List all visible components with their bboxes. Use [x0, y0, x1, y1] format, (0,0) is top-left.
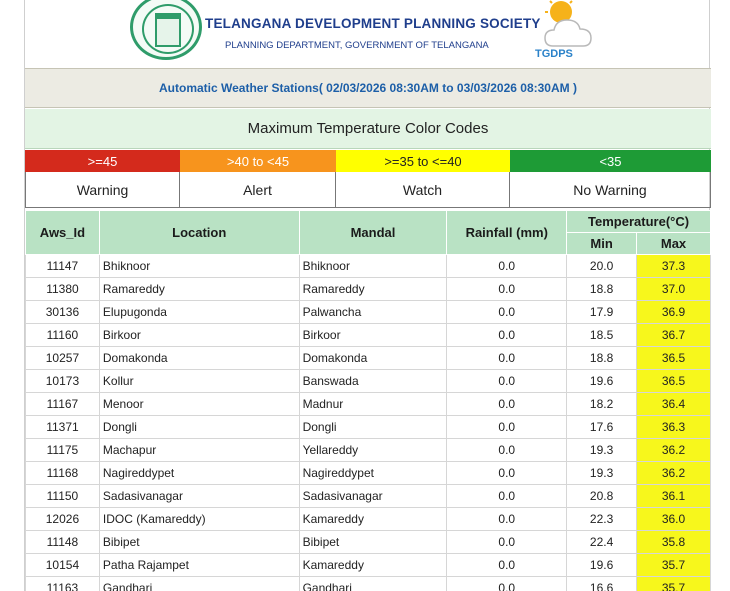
cell-mandal: Birkoor: [299, 324, 447, 347]
label-warning: Warning: [25, 172, 180, 208]
cell-max: 36.9: [637, 301, 711, 324]
state-emblem-icon: [130, 0, 202, 60]
report-page: [24, 0, 710, 591]
cell-mandal: Gandhari: [299, 577, 447, 591]
cell-aws-id: 11380: [26, 278, 100, 301]
cell-max: 35.8: [637, 531, 711, 554]
cell-aws-id: 11150: [26, 485, 100, 508]
cell-max: 36.1: [637, 485, 711, 508]
cell-location: Machapur: [99, 439, 299, 462]
color-codes-title: [25, 109, 711, 149]
period-banner: [25, 68, 711, 108]
cell-location: Patha Rajampet: [99, 554, 299, 577]
header-mandal: Mandal: [299, 211, 447, 255]
cell-location: Elupugonda: [99, 301, 299, 324]
cell-max: 35.7: [637, 554, 711, 577]
cell-location: Gandhari: [99, 577, 299, 591]
cell-min: 20.0: [567, 255, 637, 278]
cell-max: 35.7: [637, 577, 711, 591]
cell-rainfall: 0.0: [447, 370, 567, 393]
cell-mandal: Bibipet: [299, 531, 447, 554]
header-rainfall: Rainfall (mm): [447, 211, 567, 255]
cell-max: 36.4: [637, 393, 711, 416]
cell-rainfall: 0.0: [447, 531, 567, 554]
page-header: [25, 0, 709, 68]
cell-aws-id: 10173: [26, 370, 100, 393]
label-watch: Watch: [336, 172, 510, 208]
logo-text: TGDPS: [535, 48, 573, 60]
label-no-warning: No Warning: [510, 172, 711, 208]
cell-location: Kollur: [99, 370, 299, 393]
cell-max: 37.3: [637, 255, 711, 278]
color-code-warning: >=45: [25, 150, 180, 172]
cell-mandal: Bhiknoor: [299, 255, 447, 278]
label-alert: Alert: [180, 172, 336, 208]
cell-mandal: Sadasivanagar: [299, 485, 447, 508]
cell-min: 18.5: [567, 324, 637, 347]
cell-location: Bhiknoor: [99, 255, 299, 278]
header-min: Min: [567, 233, 637, 255]
cell-mandal: Kamareddy: [299, 508, 447, 531]
table-row: [26, 393, 711, 416]
table-row: [26, 531, 711, 554]
table-row: [26, 255, 711, 278]
cell-min: 16.6: [567, 577, 637, 591]
color-code-watch: >=35 to <=40: [336, 150, 510, 172]
cell-aws-id: 11371: [26, 416, 100, 439]
cell-min: 18.8: [567, 347, 637, 370]
table-row: [26, 508, 711, 531]
cell-location: Bibipet: [99, 531, 299, 554]
cell-min: 19.6: [567, 554, 637, 577]
cell-location: Nagireddypet: [99, 462, 299, 485]
cell-aws-id: 10257: [26, 347, 100, 370]
cell-min: 18.2: [567, 393, 637, 416]
cell-min: 17.6: [567, 416, 637, 439]
table-body: [26, 255, 711, 591]
org-title: TELANGANA DEVELOPMENT PLANNING SOCIETY: [205, 16, 541, 31]
cell-max: 37.0: [637, 278, 711, 301]
cell-rainfall: 0.0: [447, 554, 567, 577]
cell-min: 22.4: [567, 531, 637, 554]
cell-mandal: Kamareddy: [299, 554, 447, 577]
table-row: [26, 462, 711, 485]
cell-mandal: Madnur: [299, 393, 447, 416]
color-code-no-warning: <35: [510, 150, 711, 172]
header-location: Location: [99, 211, 299, 255]
table-row: [26, 485, 711, 508]
table-row: [26, 347, 711, 370]
cell-rainfall: 0.0: [447, 278, 567, 301]
cell-location: Domakonda: [99, 347, 299, 370]
cell-location: Menoor: [99, 393, 299, 416]
org-subtitle: PLANNING DEPARTMENT, GOVERNMENT OF TELANGANA: [225, 40, 489, 51]
cell-max: 36.3: [637, 416, 711, 439]
cell-rainfall: 0.0: [447, 393, 567, 416]
cell-min: 22.3: [567, 508, 637, 531]
table-row: [26, 577, 711, 591]
cell-max: 36.2: [637, 462, 711, 485]
color-codes-strip: [25, 150, 711, 172]
cell-max: 36.2: [637, 439, 711, 462]
cell-rainfall: 0.0: [447, 324, 567, 347]
cell-aws-id: 11163: [26, 577, 100, 591]
cell-mandal: Domakonda: [299, 347, 447, 370]
table-row: [26, 301, 711, 324]
cell-mandal: Palwancha: [299, 301, 447, 324]
cell-aws-id: 11160: [26, 324, 100, 347]
cell-location: Sadasivanagar: [99, 485, 299, 508]
header-temperature: Temperature(°C): [567, 211, 711, 233]
cell-max: 36.0: [637, 508, 711, 531]
cell-location: Birkoor: [99, 324, 299, 347]
table-row: [26, 324, 711, 347]
cell-rainfall: 0.0: [447, 255, 567, 278]
cell-min: 19.6: [567, 370, 637, 393]
table-row: [26, 278, 711, 301]
period-text: Automatic Weather Stations( 02/03/2026 08:30AM to 03/03/2026 08:30AM ): [159, 81, 577, 95]
cell-max: 36.5: [637, 370, 711, 393]
cell-location: IDOC (Kamareddy): [99, 508, 299, 531]
cell-min: 18.8: [567, 278, 637, 301]
header-aws-id: Aws_Id: [26, 211, 100, 255]
cell-rainfall: 0.0: [447, 485, 567, 508]
table-row: [26, 554, 711, 577]
table-row: [26, 370, 711, 393]
cell-rainfall: 0.0: [447, 301, 567, 324]
cell-aws-id: 11147: [26, 255, 100, 278]
cell-min: 19.3: [567, 462, 637, 485]
cell-mandal: Nagireddypet: [299, 462, 447, 485]
color-code-alert: >40 to <45: [180, 150, 336, 172]
cell-mandal: Yellareddy: [299, 439, 447, 462]
cell-rainfall: 0.0: [447, 508, 567, 531]
cell-aws-id: 11148: [26, 531, 100, 554]
cell-min: 19.3: [567, 439, 637, 462]
cell-mandal: Banswada: [299, 370, 447, 393]
cell-rainfall: 0.0: [447, 416, 567, 439]
cell-aws-id: 10154: [26, 554, 100, 577]
cell-aws-id: 12026: [26, 508, 100, 531]
table-row: [26, 416, 711, 439]
cell-max: 36.7: [637, 324, 711, 347]
header-max: Max: [637, 233, 711, 255]
cell-rainfall: 0.0: [447, 462, 567, 485]
cell-aws-id: 11168: [26, 462, 100, 485]
cell-aws-id: 11175: [26, 439, 100, 462]
cell-rainfall: 0.0: [447, 577, 567, 591]
table-row: [26, 439, 711, 462]
cell-min: 17.9: [567, 301, 637, 324]
cell-aws-id: 11167: [26, 393, 100, 416]
cell-aws-id: 30136: [26, 301, 100, 324]
cell-location: Ramareddy: [99, 278, 299, 301]
cell-location: Dongli: [99, 416, 299, 439]
cell-rainfall: 0.0: [447, 347, 567, 370]
weather-table: [25, 210, 711, 591]
cell-mandal: Dongli: [299, 416, 447, 439]
color-codes-title-text: Maximum Temperature Color Codes: [247, 120, 489, 137]
cell-max: 36.5: [637, 347, 711, 370]
cell-mandal: Ramareddy: [299, 278, 447, 301]
cell-min: 20.8: [567, 485, 637, 508]
cell-rainfall: 0.0: [447, 439, 567, 462]
color-codes-labels: [25, 172, 711, 208]
